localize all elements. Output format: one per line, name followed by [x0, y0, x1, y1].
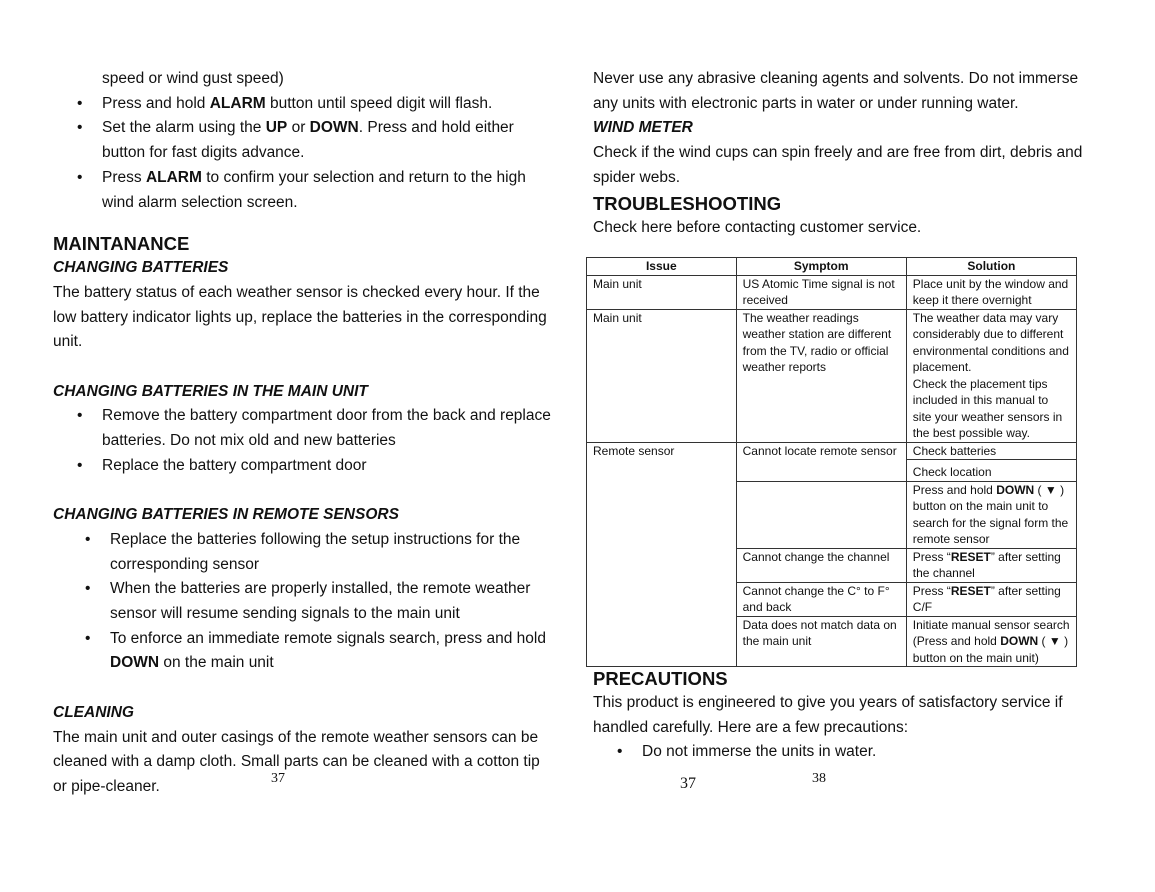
table-cell: Data does not match data on the main unit — [736, 616, 906, 667]
table-cell: The weather data may vary considerably due to different environmental conditions and placement. Check the placement tips included in this manual to site your weather sensors in the best possible way. — [906, 309, 1076, 442]
table-cell: US Atomic Time signal is not received — [736, 275, 906, 309]
precautions-section — [593, 666, 1083, 765]
table-cell: Main unit — [587, 275, 737, 309]
list-item: • Press and hold ALARM button until speed digit will flash. — [102, 92, 553, 117]
table-row — [587, 275, 1077, 309]
remote-sensors-list — [85, 528, 553, 676]
list-item: • To enforce an immediate remote signals search, press and hold DOWN on the main unit — [110, 627, 553, 676]
list-item: • Replace the battery compartment door — [102, 454, 553, 479]
table-row — [587, 309, 1077, 442]
table-cell: Remote sensor — [587, 442, 737, 667]
bullet-icon: • — [77, 119, 83, 137]
troubleshooting-intro: Check here before contacting customer service. — [593, 218, 922, 236]
list-item: • Replace the batteries following the setup instructions for the corresponding sensor — [110, 528, 553, 577]
bullet-icon: • — [85, 629, 91, 647]
table-cell: Press and hold DOWN ( ▼ ) button on the main unit to search for the signal form the remote sensor — [906, 481, 1076, 548]
alarm-steps — [77, 67, 553, 215]
precautions-list — [617, 740, 1083, 765]
changing-batteries-heading: CHANGING BATTERIES — [53, 259, 229, 277]
table-cell: Main unit — [587, 309, 737, 442]
main-unit-list — [77, 404, 553, 478]
bullet-icon: • — [77, 94, 83, 112]
precautions-text: This product is engineered to give you years of satisfactory service if handled carefully. Here are a few precautions: — [593, 694, 1063, 736]
bullet-icon: • — [85, 530, 91, 548]
table-cell: Press “RESET” after setting C/F — [906, 582, 1076, 616]
table-cell: The weather readings weather station are different from the TV, radio or official weather reports — [736, 309, 906, 442]
left-page — [53, 67, 553, 800]
table-cell: Check location — [906, 460, 1076, 482]
bullet-icon: • — [85, 580, 91, 598]
page-number-center: 37 — [680, 775, 696, 792]
list-item: • Set the alarm using the UP or DOWN. Press and hold either button for fast digits advance. — [102, 116, 553, 165]
bullet-icon: • — [617, 743, 623, 761]
bullet-icon: • — [77, 407, 83, 425]
list-item: • Press ALARM to confirm your selection and return to the high wind alarm selection screen. — [102, 166, 553, 215]
list-item: speed or wind gust speed) — [102, 70, 284, 87]
troubleshooting-table — [586, 257, 1077, 667]
table-cell: Press “RESET” after setting the channel — [906, 548, 1076, 582]
troubleshooting-heading: TROUBLESHOOTING — [593, 192, 782, 214]
page-number-right: 38 — [812, 771, 826, 786]
remote-sensors-heading: CHANGING BATTERIES IN REMOTE SENSORS — [53, 506, 399, 524]
table-cell: Place unit by the window and keep it there overnight — [906, 275, 1076, 309]
bullet-icon: • — [77, 456, 83, 474]
cleaning-continued-text: Never use any abrasive cleaning agents and solvents. Do not immerse any units with electronic parts in water or under running water. — [593, 70, 1079, 112]
table-cell: Check batteries — [906, 442, 1076, 460]
cleaning-text: The main unit and outer casings of the remote weather sensors can be cleaned with a damp cloth. Small parts can be cleaned with a cotton tip or pipe-cleaner. — [53, 728, 540, 795]
table-cell: Initiate manual sensor search (Press and hold DOWN ( ▼ ) button on the main unit) — [906, 616, 1076, 667]
column-header-solution: Solution — [906, 258, 1076, 276]
list-item: • When the batteries are properly installed, the remote weather sensor will resume sending signals to the main unit — [110, 577, 553, 626]
column-header-symptom: Symptom — [736, 258, 906, 276]
table-cell: Cannot change the channel — [736, 548, 906, 582]
table-cell — [736, 481, 906, 548]
precautions-heading: PRECAUTIONS — [593, 668, 728, 689]
wind-meter-text: Check if the wind cups can spin freely and are free from dirt, debris and spider webs. — [593, 144, 1083, 186]
list-item: • Remove the battery compartment door from the back and replace batteries. Do not mix old and new batteries — [102, 404, 553, 453]
table-row — [587, 442, 1077, 460]
page-number-left: 37 — [271, 771, 285, 786]
cleaning-heading: CLEANING — [53, 703, 134, 721]
list-item: • Do not immerse the units in water. — [642, 740, 1083, 765]
changing-batteries-text: The battery status of each weather sensor is checked every hour. If the low battery indicator lights up, replace the batteries in the corresponding unit. — [53, 283, 547, 351]
bullet-icon: • — [77, 168, 83, 186]
table-header-row — [587, 258, 1077, 276]
right-page — [593, 67, 1083, 240]
wind-meter-heading: WIND METER — [593, 119, 693, 137]
maintenance-heading: MAINTANANCE — [53, 233, 190, 255]
table-cell: Cannot locate remote sensor — [736, 442, 906, 481]
main-unit-heading: CHANGING BATTERIES IN THE MAIN UNIT — [53, 382, 368, 400]
column-header-issue: Issue — [587, 258, 737, 276]
table-cell: Cannot change the C° to F° and back — [736, 582, 906, 616]
